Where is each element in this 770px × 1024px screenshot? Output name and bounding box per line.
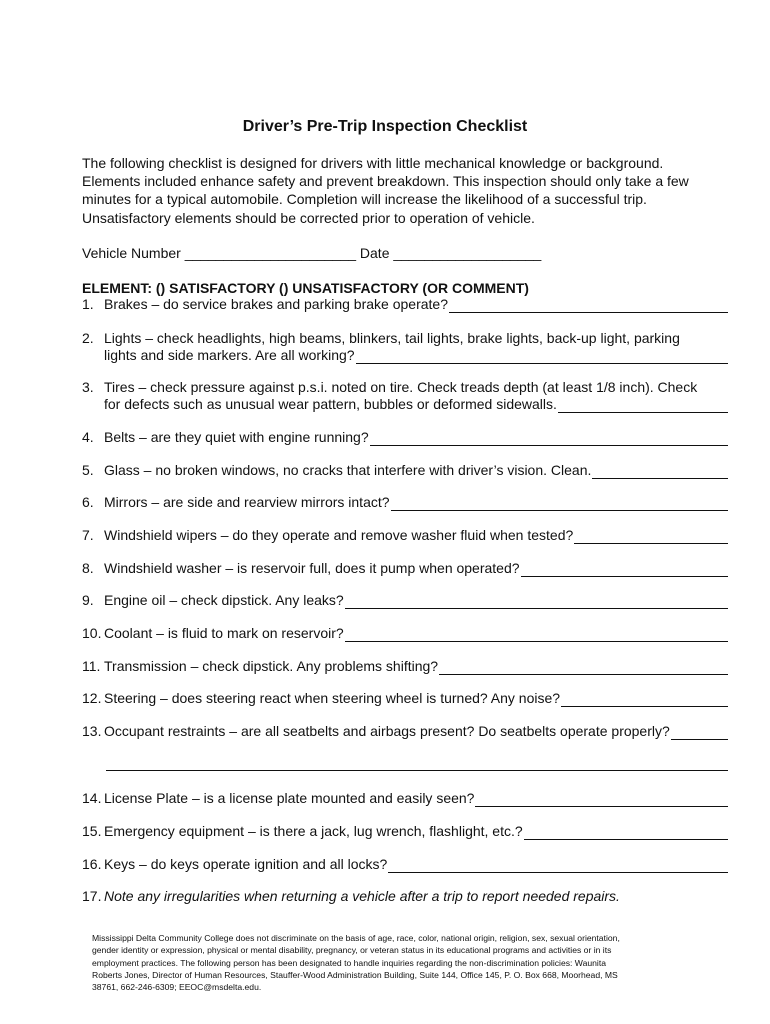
answer-line xyxy=(592,465,728,479)
item-number: 9. xyxy=(82,592,94,608)
item-text: Occupant restraints – are all seatbelts and airbags present? Do seatbelts operate properly? xyxy=(104,723,670,739)
answer-line-extra xyxy=(106,770,728,771)
checklist-item-brakes xyxy=(82,296,728,313)
item-number: 5. xyxy=(82,462,94,478)
footer-line: employment practices. The following person has been designated to handle inquiries regarding the non-discrimination policies: Waunita xyxy=(92,957,607,968)
item-number: 13. xyxy=(82,723,102,739)
intro-line: The following checklist is designed for drivers with little mechanical knowledge or background. xyxy=(82,155,664,171)
item-text: Belts – are they quiet with engine running? xyxy=(104,429,369,445)
item-text-continued: for defects such as unusual wear pattern, bubbles or deformed sidewalls. xyxy=(104,396,557,412)
answer-line xyxy=(574,530,728,544)
answer-line xyxy=(388,859,728,873)
answer-line xyxy=(356,350,728,364)
item-text-continued: lights and side markers. Are all working? xyxy=(104,347,355,363)
checklist-item-keys xyxy=(82,856,728,873)
answer-line xyxy=(439,661,728,675)
answer-line xyxy=(475,793,728,807)
item-text: Windshield wipers – do they operate and remove washer fluid when tested? xyxy=(104,527,574,543)
checklist-item-glass xyxy=(82,462,728,479)
answer-line xyxy=(345,595,728,609)
item-number: 12. xyxy=(82,690,102,706)
element-header: ELEMENT: () SATISFACTORY () UNSATISFACTORY (OR COMMENT) xyxy=(82,280,529,296)
checklist-item-irregularities-note xyxy=(82,888,728,905)
intro-line: Unsatisfactory elements should be corrected prior to operation of vehicle. xyxy=(82,209,535,226)
checklist-item-transmission xyxy=(82,658,728,675)
item-number: 2. xyxy=(82,330,94,346)
footer-line: Mississippi Delta Community College does not discriminate on the basis of age, race, color, national origin, religion, sex, sexual orientation, xyxy=(92,933,620,943)
item-text: Windshield washer – is reservoir full, does it pump when operated? xyxy=(104,560,520,576)
item-number: 6. xyxy=(82,494,94,510)
checklist-item-license-plate xyxy=(82,790,728,807)
item-text: Mirrors – are side and rearview mirrors intact? xyxy=(104,494,390,510)
checklist-item-coolant xyxy=(82,625,728,642)
item-number: 11. xyxy=(82,658,101,674)
answer-line xyxy=(561,693,728,707)
answer-line xyxy=(345,628,728,642)
item-text: Transmission – check dipstick. Any problems shifting? xyxy=(104,658,439,674)
answer-line xyxy=(558,399,728,413)
footer-line: Roberts Jones, Director of Human Resources, Stauffer-Wood Administration Building, Suite 144, Office 145, P. O. Box 668, Moorhead, MS xyxy=(92,969,618,980)
item-note-text: Note any irregularities when returning a vehicle after a trip to report needed repairs. xyxy=(104,888,620,904)
checklist-item-washer xyxy=(82,560,728,577)
item-number: 8. xyxy=(82,560,94,576)
checklist-item-lights xyxy=(82,330,728,364)
item-number: 16. xyxy=(82,856,102,872)
item-number: 17. xyxy=(82,888,102,904)
item-number: 7. xyxy=(82,527,94,543)
item-number: 14. xyxy=(82,790,102,806)
answer-line xyxy=(671,726,728,740)
intro-line: minutes for a typical automobile. Completion will increase the likelihood of a successful trip. xyxy=(82,191,647,208)
checklist-item-belts xyxy=(82,429,728,446)
item-text: Coolant – is fluid to mark on reservoir? xyxy=(104,625,344,641)
item-text: License Plate – is a license plate mounted and easily seen? xyxy=(104,790,475,806)
checklist-item-engine-oil xyxy=(82,592,728,609)
item-text: Emergency equipment – is there a jack, lug wrench, flashlight, etc.? xyxy=(104,823,523,839)
item-text: Lights – check headlights, high beams, blinkers, tail lights, brake lights, back-up light, parking xyxy=(104,330,680,346)
intro-line: Elements included enhance safety and prevent breakdown. This inspection should only take a few xyxy=(82,173,689,190)
item-number: 10. xyxy=(82,625,102,641)
item-number: 15. xyxy=(82,823,102,839)
non-discrimination-footer xyxy=(92,932,722,993)
checklist-item-emergency-equipment xyxy=(82,823,728,840)
item-number: 3. xyxy=(82,379,94,395)
answer-line xyxy=(391,497,728,511)
item-text: Glass – no broken windows, no cracks that interfere with driver’s vision. Clean. xyxy=(104,462,592,478)
item-text: Tires – check pressure against p.s.i. noted on tire. Check treads depth (at least 1/8 inch). Check xyxy=(104,379,698,395)
answer-line xyxy=(524,826,728,840)
item-number: 4. xyxy=(82,429,94,445)
checklist-item-mirrors xyxy=(82,494,728,511)
item-text: Keys – do keys operate ignition and all locks? xyxy=(104,856,388,872)
footer-line: 38761, 662-246-6309; EEOC@msdelta.edu. xyxy=(92,982,262,993)
checklist-item-restraints xyxy=(82,723,728,740)
answer-line xyxy=(521,563,728,577)
checklist-item-wipers xyxy=(82,527,728,544)
vehicle-number-date-line: Vehicle Number ______________________ Date ___________________ xyxy=(82,245,542,261)
checklist-item-tires xyxy=(82,379,728,413)
checklist-item-steering xyxy=(82,690,728,707)
intro-paragraph xyxy=(82,154,732,227)
answer-line xyxy=(370,432,728,446)
answer-line xyxy=(449,299,728,313)
item-number: 1. xyxy=(82,296,94,312)
item-text: Brakes – do service brakes and parking brake operate? xyxy=(104,296,448,312)
item-text: Engine oil – check dipstick. Any leaks? xyxy=(104,592,344,608)
item-text: Steering – does steering react when steering wheel is turned? Any noise? xyxy=(104,690,561,706)
footer-line: gender identity or expression, physical or mental disability, pregnancy, or veteran status in its educational programs and activities or in its xyxy=(92,945,612,956)
page-title: Driver’s Pre-Trip Inspection Checklist xyxy=(242,118,528,135)
